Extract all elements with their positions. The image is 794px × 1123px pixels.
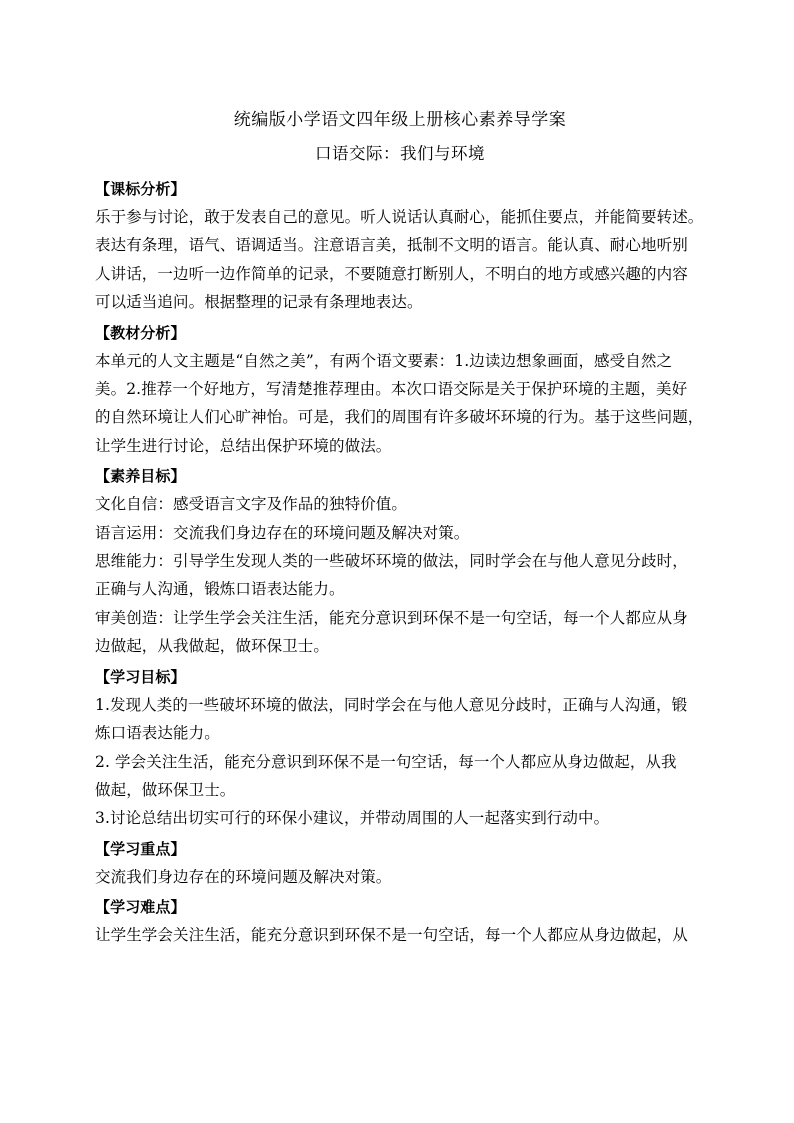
document-subtitle: 口语交际：我们与环境 (315, 144, 485, 163)
text-line: 美。2.推荐一个好地方，写清楚推荐理由。本次口语交际是关于保护环境的主题，美好 (95, 380, 688, 399)
text-line: 可以适当追问。根据整理的记录有条理地表达。 (95, 293, 423, 312)
section-learning-goals (95, 663, 705, 833)
section-learning-difficulty (95, 893, 705, 949)
section-heading: 【学习目标】 (95, 667, 186, 686)
text-line: 边做起，从我做起，做环保卫士。 (95, 637, 330, 656)
text-line: 思维能力：引导学生发现人类的一些破坏环境的做法，同时学会在与他人意见分歧时， (95, 552, 688, 571)
text-line: 文化自信：感受语言文字及作品的独特价值。 (95, 495, 408, 514)
text-line: 人讲话，一边听一边作简单的记录，不要随意打断别人，不明白的地方或感兴趣的内容 (95, 264, 688, 283)
section-heading: 【学习重点】 (95, 839, 186, 858)
section-heading: 【学习难点】 (95, 898, 186, 917)
section-textbook-analysis (95, 319, 705, 461)
paragraph (95, 519, 705, 547)
section-heading: 【素养目标】 (95, 467, 186, 486)
paragraph (95, 547, 705, 604)
text-line: 正确与人沟通，锻炼口语表达能力。 (95, 580, 345, 599)
paragraph (95, 490, 705, 518)
text-line: 做起，做环保卫士。 (95, 780, 236, 799)
section-competency-goals (95, 462, 705, 660)
text-line: 审美创造：让学生学会关注生活，能充分意识到环保不是一句空话，每一个人都应从身 (95, 608, 688, 627)
section-curriculum-analysis (95, 175, 705, 317)
text-line: 让学生学会关注生活，能充分意识到环保不是一句空话，每一个人都应从身边做起，从 (95, 926, 688, 945)
text-line: 1.发现人类的一些破坏环境的做法，同时学会在与他人意见分歧时，正确与人沟通，锻 (95, 695, 688, 714)
paragraph (95, 347, 705, 461)
text-line: 让学生进行讨论，总结出保护环境的做法。 (95, 436, 392, 455)
section-learning-focus (95, 835, 705, 891)
paragraph (95, 863, 705, 891)
paragraph (95, 748, 705, 805)
text-line: 交流我们身边存在的环境问题及解决对策。 (95, 867, 392, 886)
paragraph (95, 921, 705, 949)
section-heading: 【教材分析】 (95, 323, 186, 342)
paragraph (95, 604, 705, 661)
text-line: 3.讨论总结出切实可行的环保小建议，并带动周围的人一起落实到行动中。 (95, 809, 610, 828)
paragraph (95, 203, 705, 317)
paragraph (95, 691, 705, 748)
text-line: 2. 学会关注生活，能充分意识到环保不是一句空话，每一个人都应从身边做起，从我 (95, 752, 677, 771)
paragraph (95, 804, 705, 832)
text-line: 本单元的人文主题是“自然之美”，有两个语文要素：1.边读边想象画面，感受自然之 (95, 351, 673, 370)
text-line: 乐于参与讨论，敢于发表自己的意见。听人说话认真耐心，能抓住要点，并能简要转述。 (95, 208, 704, 226)
section-heading: 【课标分析】 (95, 180, 186, 198)
text-line: 炼口语表达能力。 (95, 724, 220, 743)
text-line: 语言运用：交流我们身边存在的环境问题及解决对策。 (95, 523, 470, 542)
text-line: 表达有条理，语气、语调适当。注意语言美，抵制不文明的语言。能认真、耐心地听别 (95, 236, 688, 255)
text-line: 的自然环境让人们心旷神怡。可是，我们的周围有许多破坏环境的行为。基于这些问题， (95, 408, 704, 427)
document-title: 统编版小学语文四年级上册核心素养导学案 (233, 110, 567, 130)
document-body (95, 103, 705, 950)
